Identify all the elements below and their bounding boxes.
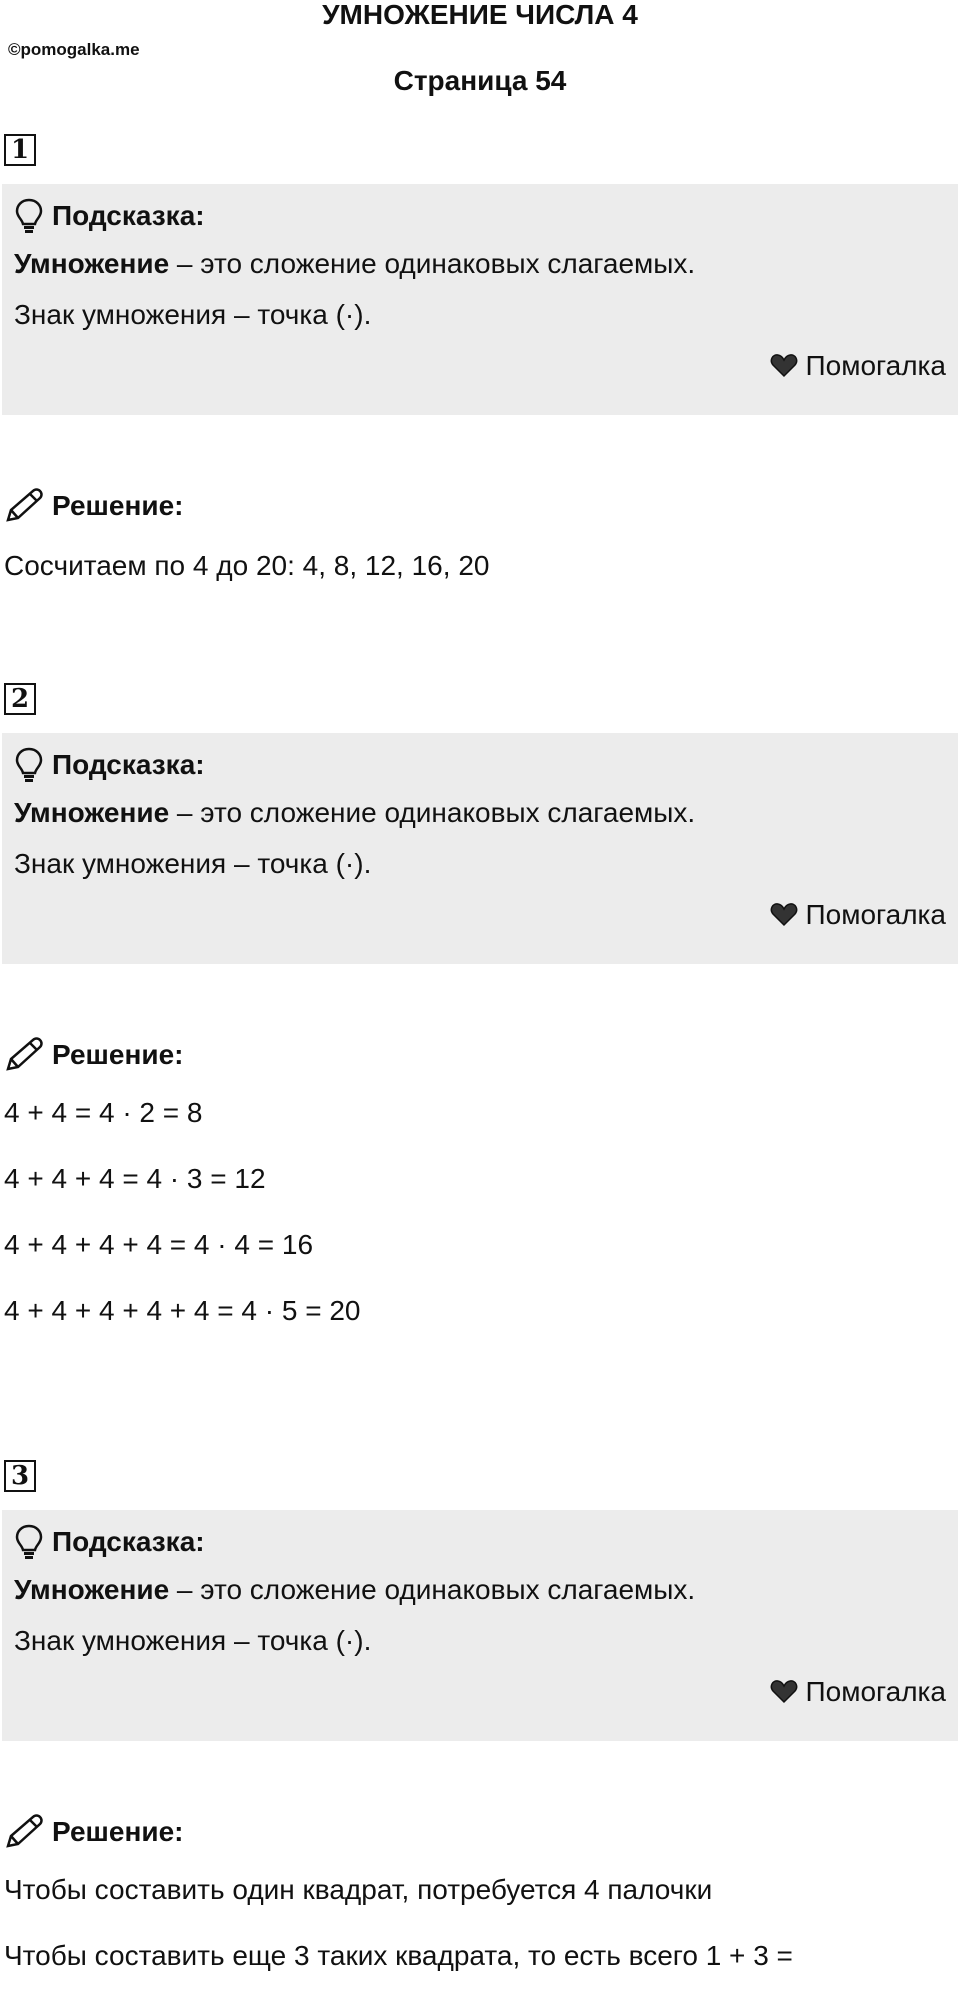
lightbulb-icon: [14, 1524, 44, 1560]
task-2: [0, 683, 960, 1344]
pencil-icon: [4, 488, 44, 524]
solution-line: 4 + 4 = 4 · 2 = 8: [4, 1097, 203, 1128]
task-number: 3: [4, 1460, 36, 1492]
hint-heading: [14, 1520, 946, 1564]
hint-footer: [14, 891, 946, 939]
solution-heading: [4, 1030, 960, 1080]
solution-line: 4 + 4 + 4 + 4 = 4 · 4 = 16: [4, 1229, 314, 1260]
solution-heading-label: Решение:: [52, 490, 184, 521]
solution-line: Чтобы составить один квадрат, потребуется 4 палочки: [4, 1874, 713, 1905]
brand-label: Помогалка: [805, 1676, 946, 1707]
hint-definition-text: – это сложение одинаковых слагаемых.: [169, 797, 696, 828]
solution-heading: [4, 481, 960, 531]
hint-heading-label: Подсказка:: [52, 749, 205, 780]
hint-box: [2, 733, 958, 964]
watermark: ©pomogalka.me: [8, 40, 140, 59]
solution-line: 4 + 4 + 4 + 4 + 4 = 4 · 5 = 20: [4, 1295, 361, 1326]
hint-heading: [14, 743, 946, 787]
solution-heading-label: Решение:: [52, 1816, 184, 1847]
hint-footer: [14, 1668, 946, 1716]
hint-definition: [14, 238, 946, 289]
solution-heading: [4, 1807, 960, 1857]
hint-box: [2, 1510, 958, 1741]
solution-line: Чтобы составить еще 3 таких квадрата, то есть всего 1 + 3 =: [4, 1940, 793, 1971]
hint-line-2: Знак умножения – точка (·).: [14, 848, 372, 879]
hint-line-2: Знак умножения – точка (·).: [14, 1625, 372, 1656]
heart-icon: [770, 354, 798, 378]
page-title: УМНОЖЕНИЕ ЧИСЛА 4: [322, 0, 638, 30]
hint-definition-text: – это сложение одинаковых слагаемых.: [169, 248, 696, 279]
hint-term: Умножение: [14, 1574, 170, 1605]
page-subtitle: Страница 54: [393, 65, 567, 96]
task-number: 1: [4, 134, 36, 166]
hint-definition: [14, 1564, 946, 1615]
heart-icon: [770, 903, 798, 927]
pencil-icon: [4, 1037, 44, 1073]
task-3: [0, 1460, 960, 1989]
hint-definition-text: – это сложение одинаковых слагаемых.: [169, 1574, 696, 1605]
heart-icon: [770, 1680, 798, 1704]
hint-definition: [14, 787, 946, 838]
brand-label: Помогалка: [805, 899, 946, 930]
hint-heading-label: Подсказка:: [52, 200, 205, 231]
lightbulb-icon: [14, 747, 44, 783]
hint-heading: [14, 194, 946, 238]
task-number: 2: [4, 683, 36, 715]
solution-heading-label: Решение:: [52, 1039, 184, 1070]
hint-line-2: Знак умножения – точка (·).: [14, 299, 372, 330]
pencil-icon: [4, 1814, 44, 1850]
hint-term: Умножение: [14, 797, 170, 828]
lightbulb-icon: [14, 198, 44, 234]
hint-term: Умножение: [14, 248, 170, 279]
hint-footer: [14, 342, 946, 390]
hint-box: [2, 184, 958, 415]
solution-line: 4 + 4 + 4 = 4 · 3 = 12: [4, 1163, 266, 1194]
task-1: [0, 134, 960, 599]
hint-heading-label: Подсказка:: [52, 1526, 205, 1557]
solution-line: Сосчитаем по 4 до 20: 4, 8, 12, 16, 20: [4, 550, 490, 581]
brand-label: Помогалка: [805, 350, 946, 381]
